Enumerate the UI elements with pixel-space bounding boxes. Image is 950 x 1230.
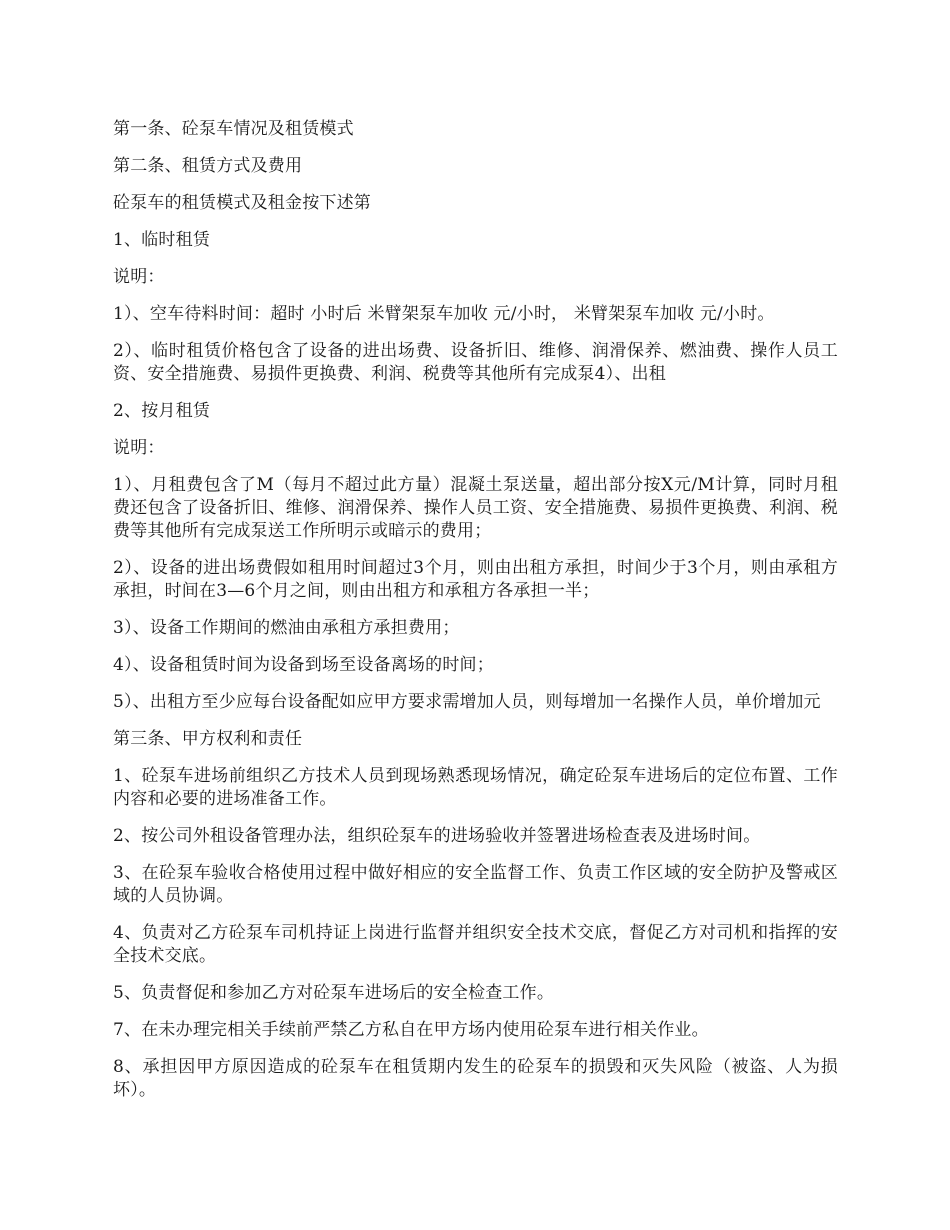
paragraph-monthly-fee: 1）、月租费包含了M（每月不超过此方量）混凝土泵送量，超出部分按X元/M计算，同时月租费还包含了设备折旧、维修、润滑保养、操作人员工资、安全措施费、易损件更换费、利润、税费等其他所有完成泵送工作所明示或暗示的费用；	[113, 475, 838, 541]
paragraph-temporary-price: 2）、临时租赁价格包含了设备的进出场费、设备折旧、维修、润滑保养、燃油费、操作人员工资、安全措施费、易损件更换费、利润、税费等其他所有完成泵4）、出租	[113, 341, 838, 384]
heading-article-1: 第一条、砼泵车情况及租赁模式	[113, 119, 354, 139]
label-note: 说明：	[113, 267, 165, 287]
paragraph-idle-time: 1）、空车待料时间：超时 小时后 米臂架泵车加收 元/小时， 米臂架泵车加收 元/小时。	[113, 304, 775, 324]
label-note: 说明：	[113, 438, 165, 458]
list-item: 7、在未办理完相关手续前严禁乙方私自在甲方场内使用砼泵车进行相关作业。	[113, 1020, 709, 1040]
subheading-temporary-rental: 1、临时租赁	[113, 230, 211, 250]
heading-article-2: 第二条、租赁方式及费用	[113, 156, 303, 176]
list-item: 8、承担因甲方原因造成的砼泵车在租赁期内发生的砼泵车的损毁和灭失风险（被盗、人为损坏）。	[113, 1057, 838, 1100]
paragraph-staffing: 5）、出租方至少应每台设备配如应甲方要求需增加人员，则每增加一名操作人员，单价增加元	[113, 692, 821, 712]
paragraph-entry-exit-fee: 2）、设备的进出场费假如租用时间超过3个月，则由出租方承担，时间少于3个月，则由承租方承担，时间在3—6个月之间，则由出租方和承租方各承担一半；	[113, 558, 838, 601]
heading-article-3: 第三条、甲方权利和责任	[113, 729, 303, 749]
subheading-monthly-rental: 2、按月租赁	[113, 401, 211, 421]
paragraph-fuel: 3）、设备工作期间的燃油由承租方承担费用；	[113, 618, 460, 638]
paragraph-rental-mode: 砼泵车的租赁模式及租金按下述第	[113, 193, 371, 213]
list-item: 1、砼泵车进场前组织乙方技术人员到现场熟悉现场情况，确定砼泵车进场后的定位布置、工作内容和必要的进场准备工作。	[113, 766, 838, 809]
list-item: 5、负责督促和参加乙方对砼泵车进场后的安全检查工作。	[113, 983, 555, 1003]
list-item: 2、按公司外租设备管理办法，组织砼泵车的进场验收并签署进场检查表及进场时间。	[113, 826, 761, 846]
document-page	[113, 118, 838, 1116]
paragraph-rental-period: 4）、设备租赁时间为设备到场至设备离场的时间；	[113, 655, 494, 675]
list-item: 4、负责对乙方砼泵车司机持证上岗进行监督并组织安全技术交底，督促乙方对司机和指挥的安全技术交底。	[113, 923, 838, 966]
list-item: 3、在砼泵车验收合格使用过程中做好相应的安全监督工作、负责工作区域的安全防护及警戒区域的人员协调。	[113, 863, 838, 906]
